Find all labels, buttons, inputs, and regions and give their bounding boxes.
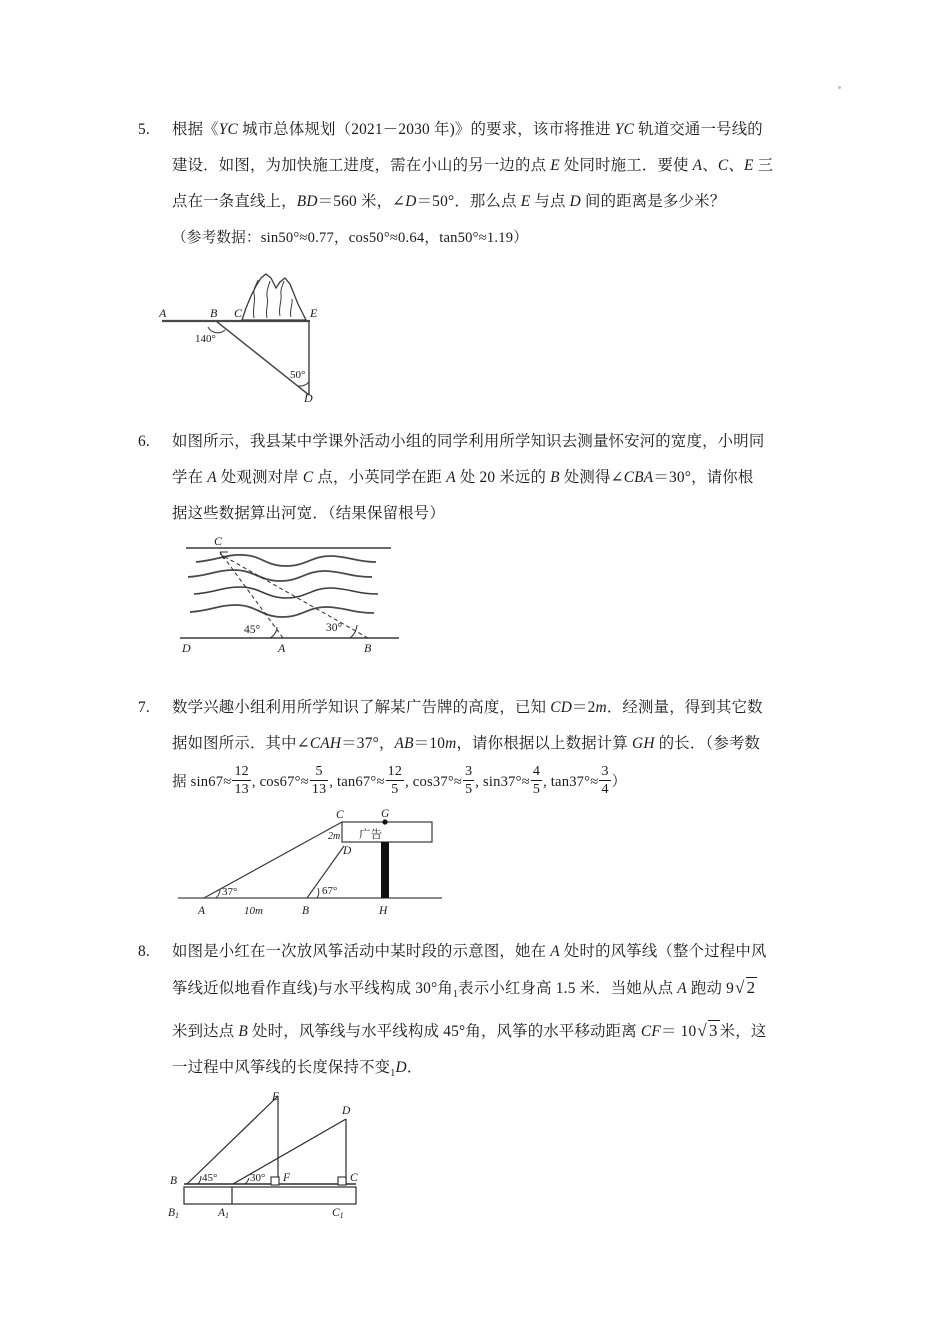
label-G: G [381, 808, 390, 820]
label-A1: A1 [218, 1207, 230, 1220]
label-E: E [272, 1092, 280, 1103]
label-C1: C1 [332, 1207, 344, 1220]
right-angle-C [338, 1177, 346, 1185]
billboard-height-figure [176, 802, 446, 922]
problem-8-line-4: 一过程中风筝线的长度保持不变$_1$D． [172, 1059, 423, 1080]
label-D: D [182, 641, 191, 655]
problem-8-line-2: 筝线近似地看作直线)与水平线构成 30°角$_1$表示小红身高 1.5 米．当她从点 A 跑动 9√ 2 [172, 970, 822, 1013]
frac-cos67: $\frac{5}{13}$ [311, 764, 327, 798]
label-C: C [214, 534, 223, 548]
problem-5-text [0, 112, 950, 256]
frac-cos37: $\frac{3}{5}$ [465, 764, 473, 798]
problem-7-reference-data: 据 sin67≈ $\frac{12}{13}$ , cos67°≈ $\frac{5}{13}$ , tan67°≈ $\frac{12}{5}$ , cos37°≈ $\frac{3}{5}$ , sin37°≈ $\frac{4}{5}$ , tan37°≈ $\frac{3}{4}$ ） [172, 764, 627, 798]
label-cd-length: 2m [328, 831, 341, 842]
billboard-panel [342, 822, 432, 842]
problem-7-number: 7. [138, 699, 150, 716]
kite-flying-figure [160, 1092, 410, 1222]
problem-8-text [0, 934, 950, 1092]
radical-2: √ 2 [735, 978, 756, 997]
angle-arc-45 [198, 1176, 201, 1184]
label-B: B [170, 1175, 178, 1187]
problem-8-body [172, 934, 822, 1092]
right-angle-F [271, 1177, 279, 1185]
label-E: E [310, 306, 318, 320]
problem-8 [0, 934, 950, 1092]
page-corner-mark [838, 86, 841, 89]
frac-sin67: $\frac{12}{13}$ [234, 764, 249, 798]
problem-5-line-1: 根据《YC 城市总体规划（2021－2030 年)》的要求，该市将推进 YC 轨道交通一号线的 [172, 121, 763, 138]
label-ab-length: 10m [244, 905, 263, 917]
label-A: A [198, 905, 206, 917]
label-D: D [342, 1105, 351, 1117]
label-B: B [364, 641, 372, 655]
problem-7 [0, 690, 950, 802]
line-BD [216, 321, 309, 395]
problem-8-number: 8. [138, 943, 150, 960]
problem-5-line-2: 建设．如图，为加快施工进度，需在小山的另一边的点 E 处同时施工．要使 A、C、E 三 [172, 157, 774, 174]
sightline-BC [220, 554, 368, 638]
mountain-tunnel-figure [150, 272, 390, 402]
problem-6-number: 6. [138, 433, 150, 450]
label-B: B [210, 306, 218, 320]
problem-6-line-1: 如图所示，我县某中学课外活动小组的同学利用所学知识去测量怀安河的宽度，小明同 [172, 433, 765, 450]
label-F: F [283, 1172, 291, 1184]
problem-7-body [172, 690, 822, 802]
problem-7-line-1: 数学兴趣小组利用所学知识了解某广告牌的高度，已知 CD＝2m．经测量，得到其它数 [172, 699, 763, 716]
problem-7-line-2: 据如图所示．其中∠CAH＝37°，AB＝10m，请你根据以上数据计算 GH 的长．（参考数 [172, 735, 761, 752]
problem-5 [0, 112, 950, 256]
problem-6 [0, 424, 950, 532]
problem-5-line-3: 点在一条直线上，BD＝560 米，∠D＝50°．那么点 E 与点 D 间的距离是多少米？ [172, 193, 726, 210]
label-B1: B1 [168, 1207, 180, 1220]
label-A: A [278, 641, 286, 655]
point-G-dot [382, 819, 387, 824]
problem-5-line-4: （参考数据：sin50°≈0.77，cos50°≈0.64，tan50°≈1.19） [172, 230, 528, 246]
water-wave-3 [194, 587, 378, 598]
line-BE [187, 1096, 278, 1184]
label-D: D [343, 845, 352, 857]
problem-6-line-3: 据这些数据算出河宽．（结果保留根号） [172, 505, 445, 522]
problem-7-text [0, 690, 950, 802]
angle-arc-b [208, 327, 225, 333]
angle-arc-d [298, 382, 309, 386]
angle-arc-b30 [350, 625, 357, 638]
billboard-pole [381, 842, 389, 898]
angle-arc-67 [317, 888, 319, 898]
label-C: C [336, 809, 344, 821]
label-angle-67: 67° [322, 885, 338, 897]
label-angle-50: 50° [290, 369, 306, 381]
river-width-figure [178, 532, 403, 657]
problem-6-line-2: 学在 A 处观测对岸 C 点，小英同学在距 A 处 20 米远的 B 处测得∠CBA＝30°，请你根 [172, 469, 754, 486]
billboard-height-svg [176, 802, 446, 922]
label-angle-37: 37° [222, 886, 238, 898]
label-B: B [302, 905, 310, 917]
label-H: H [379, 905, 388, 917]
label-C: C [234, 306, 243, 320]
frac-tan67: $\frac{12}{5}$ [387, 764, 403, 798]
label-angle-140: 140° [195, 333, 216, 345]
label-C: C [350, 1172, 358, 1184]
problem-6-body [172, 424, 822, 532]
problem-8-line-3: 米到达点 B 处时，风筝线与水平线构成 45°角，风筝的水平移动距离 CF＝ 10√ 3 米，这 [172, 1013, 822, 1050]
water-wave-4 [190, 605, 374, 617]
angle-arc-a45 [270, 627, 277, 638]
ground-bar [184, 1187, 356, 1204]
mountain-outline [242, 274, 306, 320]
angle-arc-30 [245, 1178, 249, 1184]
problem-5-number: 5. [138, 121, 150, 138]
label-angle-30: 30° [250, 1172, 266, 1184]
label-angle-30: 30° [326, 622, 343, 634]
problem-5-body [172, 112, 822, 256]
problem-6-text [0, 424, 950, 532]
problem-8-line-1: 如图是小红在一次放风筝活动中某时段的示意图，她在 A 处时的风筝线（整个过程中风 [172, 943, 767, 960]
frac-sin37: $\frac{4}{5}$ [532, 764, 541, 798]
water-wave-2 [188, 570, 372, 581]
radical-3: √ 3 [697, 1021, 718, 1041]
billboard-text: 广告 [359, 829, 382, 841]
kite-flying-svg [160, 1092, 410, 1222]
label-angle-45: 45° [244, 624, 261, 636]
frac-tan37: $\frac{3}{4}$ [601, 764, 609, 798]
label-D: D [304, 391, 313, 402]
label-A: A [159, 306, 167, 320]
label-angle-45: 45° [202, 1172, 218, 1184]
mountain-tunnel-svg [150, 272, 390, 402]
river-width-svg [178, 532, 403, 657]
